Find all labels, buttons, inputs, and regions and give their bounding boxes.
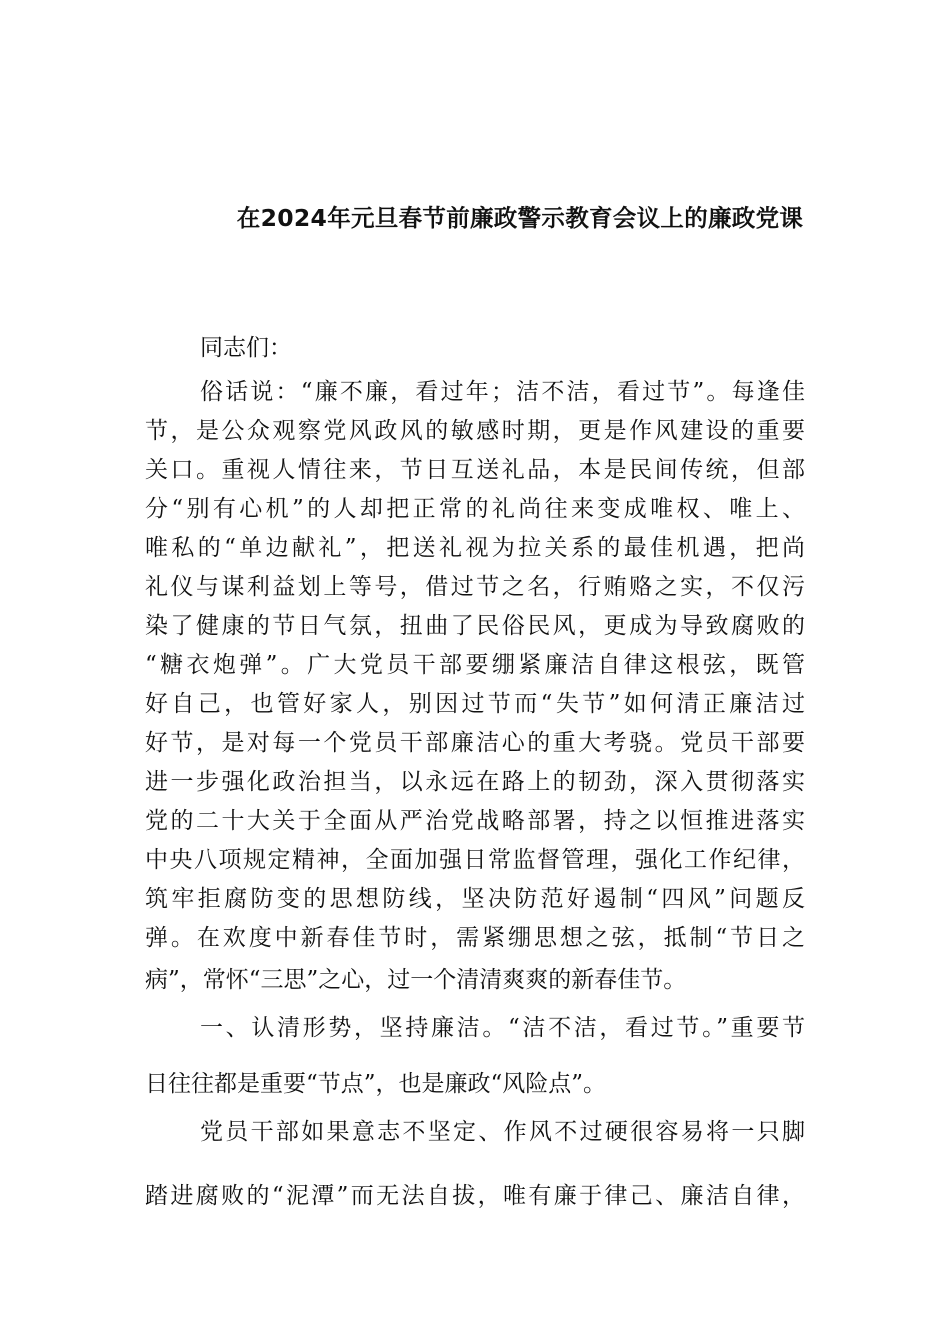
paragraph-line: 礼仪与谋利益划上等号，借过节之名，行贿赂之实，不仅污: [145, 574, 805, 600]
paragraph-line: 好节，是对每一个党员干部廉洁心的重大考骁。党员干部要: [145, 730, 805, 756]
paragraph-line: 日往往都是重要“节点”，也是廉政“风险点”。: [145, 1071, 607, 1097]
paragraph-line: 进一步强化政治担当，以永远在路上的韧劲，深入贯彻落实: [145, 769, 805, 795]
salutation: 同志们：: [200, 335, 292, 361]
paragraph-line: 中央八项规定精神，全面加强日常监督管理，强化工作纪律，: [145, 847, 805, 873]
paragraph-line: 分“别有心机”的人却把正常的礼尚往来变成唯权、唯上、: [145, 496, 805, 522]
paragraph-line: 党的二十大关于全面从严治党战略部署，持之以恒推进落实: [145, 808, 805, 834]
paragraph-line: 踏进腐败的“泥潭”而无法自拔，唯有廉于律己、廉洁自律，: [145, 1183, 805, 1209]
paragraph-line: 弹。在欢度中新春佳节时，需紧绷思想之弦，抵制“节日之: [145, 925, 805, 951]
paragraph-line: 筑牢拒腐防变的思想防线，坚决防范好遏制“四风”问题反: [145, 886, 805, 912]
paragraph-line: 俗话说：“廉不廉，看过年；洁不洁，看过节”。每逢佳: [200, 379, 805, 405]
paragraph-line: 唯私的“单边献礼”，把送礼视为拉关系的最佳机遇，把尚: [145, 535, 805, 561]
paragraph-line: 党员干部如果意志不坚定、作风不过硬很容易将一只脚: [200, 1119, 805, 1145]
paragraph-line: 病”，常怀“三思”之心，过一个清清爽爽的新春佳节。: [145, 967, 687, 993]
paragraph-line: 节，是公众观察党风政风的敏感时期，更是作风建设的重要: [145, 418, 805, 444]
section-heading-line: 一、认清形势，坚持廉洁。“洁不洁，看过节。”重要节: [200, 1015, 805, 1041]
document-title: 在2024年元旦春节前廉政警示教育会议上的廉政党课: [236, 204, 804, 232]
paragraph-line: 好自己，也管好家人，别因过节而“失节”如何清正廉洁过: [145, 691, 805, 717]
paragraph-line: 染了健康的节日气氛，扭曲了民俗民风，更成为导致腐败的: [145, 613, 805, 639]
paragraph-line: “糖衣炮弹”。广大党员干部要绷紧廉洁自律这根弦，既管: [145, 652, 805, 678]
paragraph-line: 关口。重视人情往来，节日互送礼品，本是民间传统，但部: [145, 457, 805, 483]
